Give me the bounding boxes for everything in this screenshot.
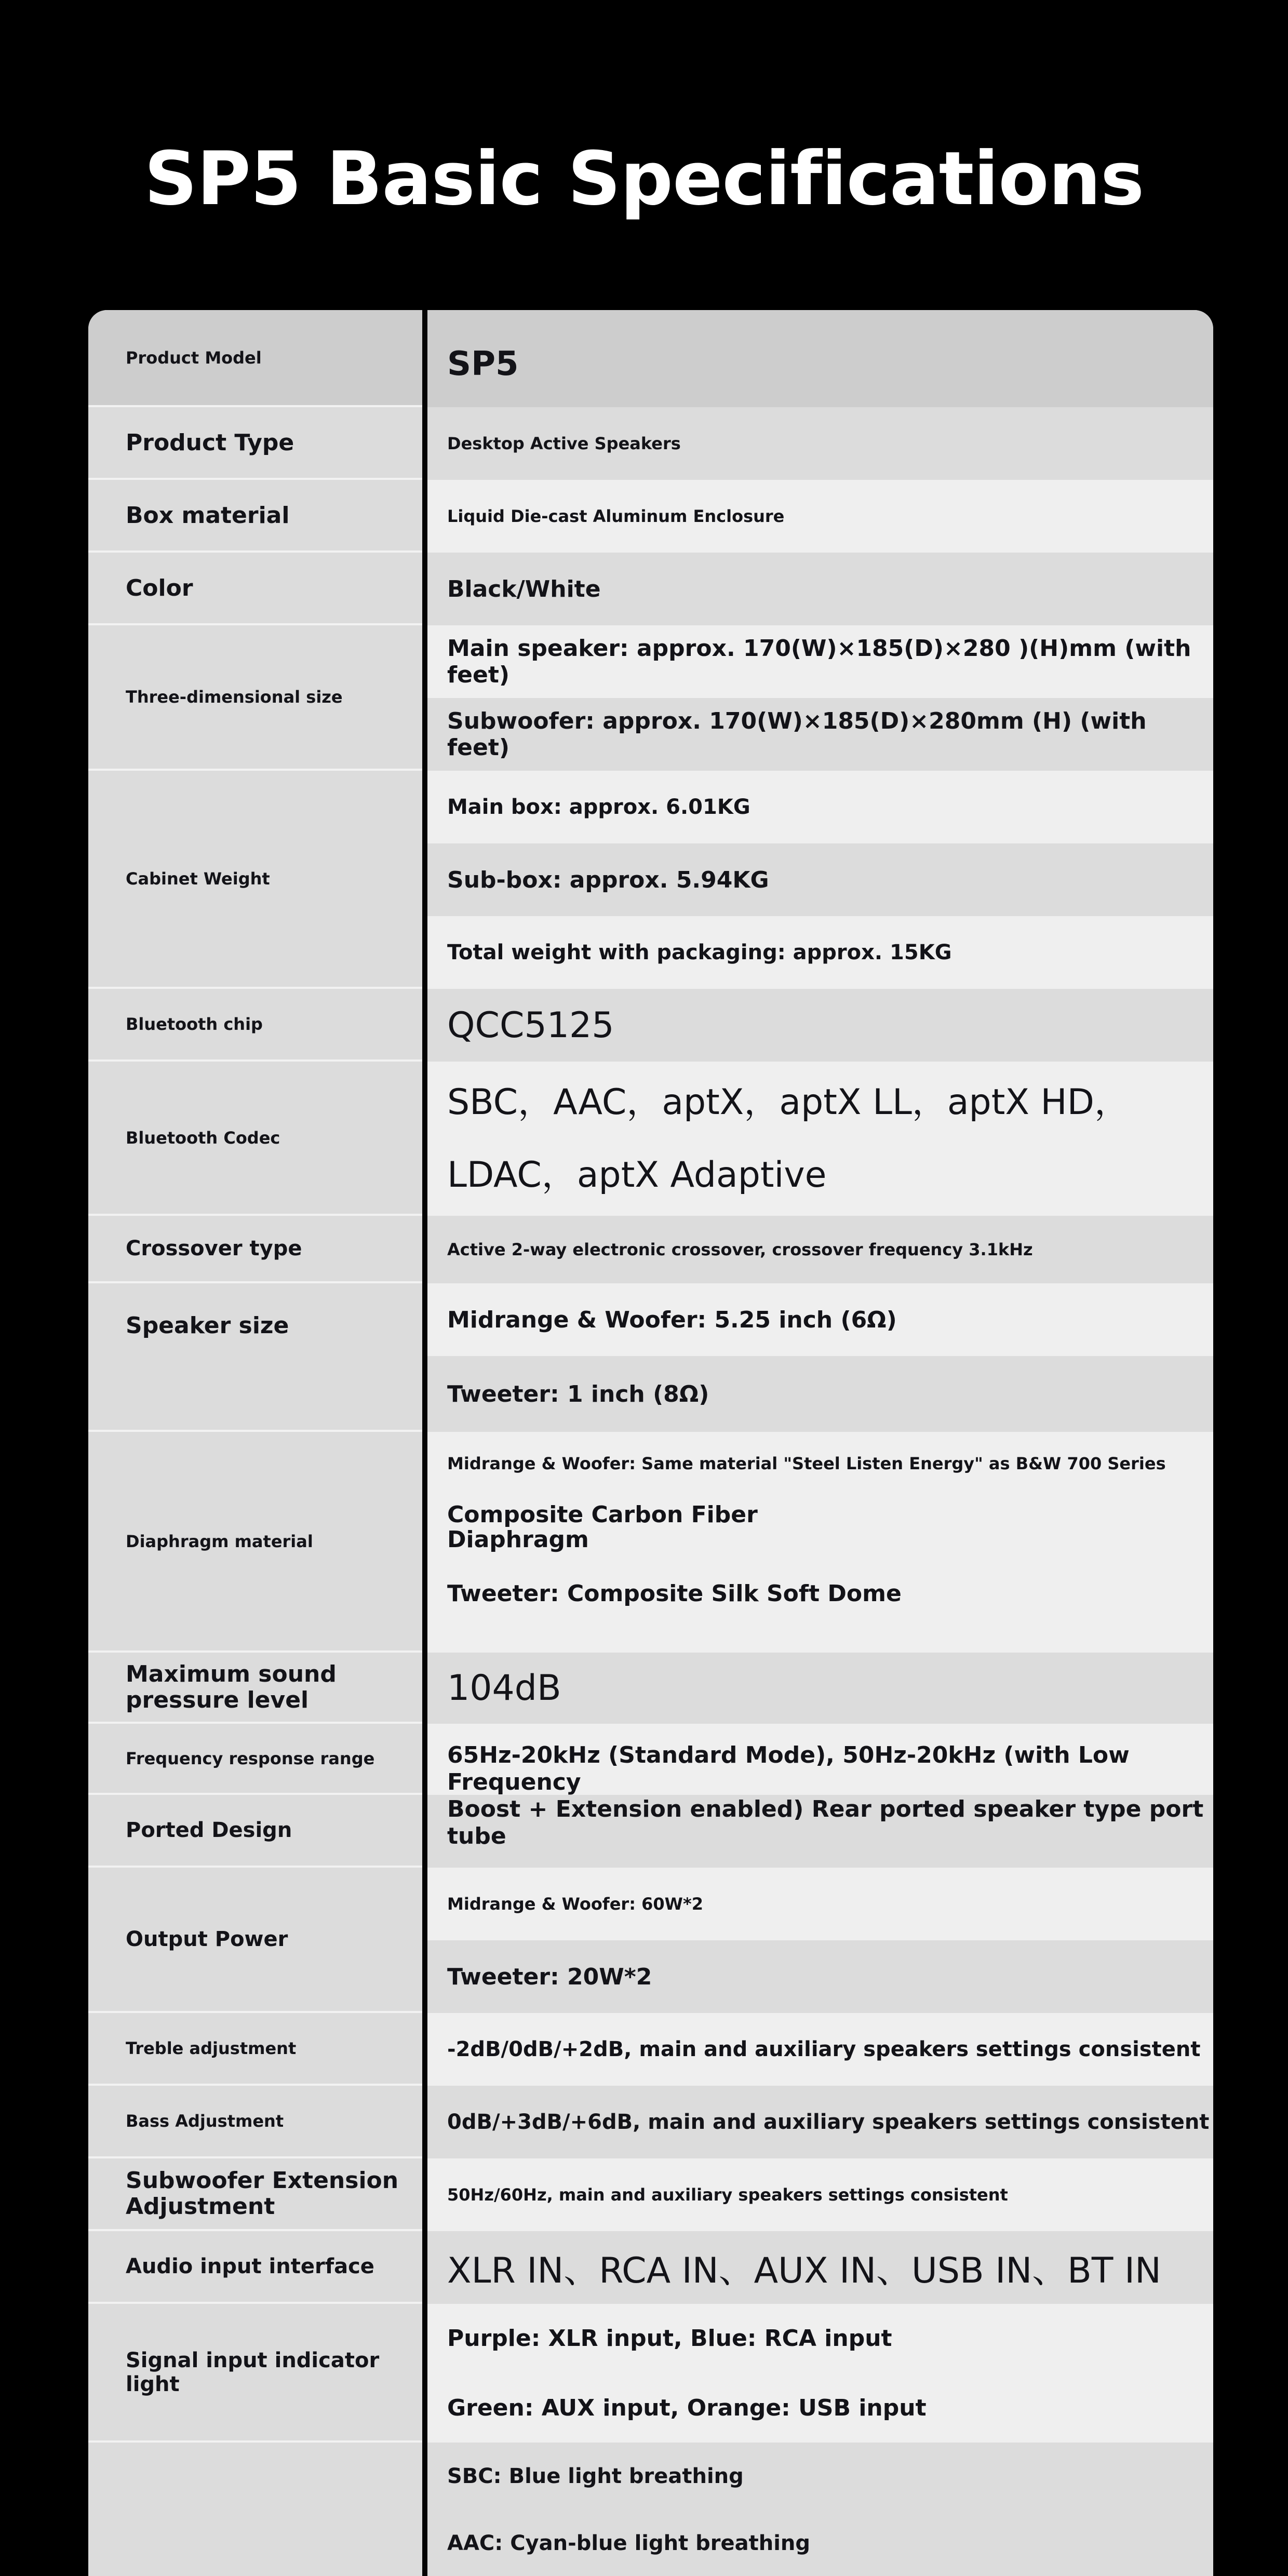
value-weight-main: Main box: approx. 6.01KG — [427, 771, 1213, 843]
value-treble: -2dB/0dB/+2dB, main and auxiliary speakers settings consistent — [427, 2013, 1213, 2086]
label-subwoofer-extension — [88, 2158, 422, 2231]
value-diaphragm — [427, 1432, 1213, 1653]
value-speaker-size-tweeter: Tweeter: 1 inch (8Ω) — [427, 1356, 1213, 1432]
value-box-material: Liquid Die-cast Aluminum Enclosure — [427, 480, 1213, 553]
label-ported-design: Ported Design — [88, 1795, 422, 1868]
label-max-spl — [88, 1653, 422, 1724]
label-three-dimensional-size: Three-dimensional size — [88, 625, 422, 771]
label-bluetooth-chip: Bluetooth chip — [88, 989, 422, 1062]
value-subwoofer-extension: 50Hz/60Hz, main and auxiliary speakers settings consistent — [427, 2158, 1213, 2231]
label-diaphragm-material: Diaphragm material — [88, 1432, 422, 1653]
value-bluetooth-codec-line1: SBC，AAC，aptX，aptX LL，aptX HD， — [447, 1081, 1130, 1123]
value-crossover-type: Active 2-way electronic crossover, crossover frequency 3.1kHz — [427, 1216, 1213, 1283]
value-output-tweeter: Tweeter: 20W*2 — [427, 1940, 1213, 2013]
label-max-spl-line1: Maximum sound — [126, 1660, 337, 1687]
column-divider — [422, 310, 427, 2576]
label-cabinet-weight: Cabinet Weight — [88, 771, 422, 989]
value-size-sub: Subwoofer: approx. 170(W)×185(D)×280mm (H) (with feet) — [427, 698, 1213, 771]
label-box-material: Box material — [88, 480, 422, 553]
label-crossover-type: Crossover type — [88, 1216, 422, 1283]
value-product-type: Desktop Active Speakers — [427, 407, 1213, 480]
value-output-mid: Midrange & Woofer: 60W*2 — [427, 1868, 1213, 1940]
label-audio-input-interface: Audio input interface — [88, 2231, 422, 2304]
value-diaphragm-line2: Composite Carbon Fiber — [447, 1501, 758, 1528]
label-bluetooth-light — [88, 2443, 422, 2576]
value-audio-input: XLR IN、RCA IN、AUX IN、USB IN、BT IN — [427, 2231, 1213, 2304]
value-bluetooth-chip: QCC5125 — [427, 989, 1213, 1062]
value-max-spl: 104dB — [427, 1653, 1213, 1724]
label-max-spl-line2: pressure level — [126, 1686, 309, 1713]
value-frequency-line2: Boost + Extension enabled) Rear ported speaker type port tube — [447, 1795, 1204, 1849]
label-signal-indicator: Signal input indicator light — [88, 2304, 422, 2443]
page-title: SP5 Basic Specifications — [144, 136, 1144, 222]
value-diaphragm-line3: Diaphragm — [447, 1526, 589, 1553]
label-bass-adjustment: Bass Adjustment — [88, 2086, 422, 2158]
value-color: Black/White — [427, 553, 1213, 625]
value-frequency-response — [427, 1724, 1213, 1868]
label-frequency-response: Frequency response range — [88, 1724, 422, 1795]
label-subwoofer-extension-line1: Subwoofer Extension — [126, 2167, 399, 2194]
value-speaker-size-mid: Midrange & Woofer: 5.25 inch (6Ω) — [427, 1283, 1213, 1356]
value-bt-light-sbc: SBC: Blue light breathing — [427, 2443, 1213, 2510]
value-bt-light-aac: AAC: Cyan-blue light breathing — [427, 2510, 1213, 2576]
label-speaker-size: Speaker size — [88, 1283, 422, 1432]
spec-table — [88, 310, 1213, 2576]
value-diaphragm-line1: Midrange & Woofer: Same material "Steel Listen Energy" as B&W 700 Series — [447, 1454, 1166, 1473]
label-color: Color — [88, 553, 422, 625]
label-subwoofer-extension-line2: Adjustment — [126, 2193, 275, 2220]
value-diaphragm-line4: Tweeter: Composite Silk Soft Dome — [447, 1580, 902, 1607]
value-weight-sub: Sub-box: approx. 5.94KG — [427, 843, 1213, 916]
label-output-power: Output Power — [88, 1868, 422, 2013]
value-weight-total: Total weight with packaging: approx. 15KG — [427, 916, 1213, 989]
value-indicator-line1: Purple: XLR input, Blue: RCA input — [427, 2304, 1213, 2373]
label-bluetooth-codec: Bluetooth Codec — [88, 1062, 422, 1216]
value-indicator-line2: Green: AUX input, Orange: USB input — [427, 2373, 1213, 2443]
value-bluetooth-codec-line2: LDAC，aptX Adaptive — [447, 1154, 827, 1196]
label-treble-adjustment: Treble adjustment — [88, 2013, 422, 2086]
value-frequency-line1: 65Hz-20kHz (Standard Mode), 50Hz-20kHz (with Low Frequency — [447, 1741, 1130, 1795]
value-product-model: SP5 — [427, 310, 1213, 407]
value-size-main: Main speaker: approx. 170(W)×185(D)×280 )(H)mm (with feet) — [427, 625, 1213, 698]
value-bluetooth-codec — [427, 1062, 1213, 1216]
label-product-model: Product Model — [88, 310, 422, 407]
value-bass: 0dB/+3dB/+6dB, main and auxiliary speakers settings consistent — [427, 2086, 1213, 2158]
label-product-type: Product Type — [88, 407, 422, 480]
